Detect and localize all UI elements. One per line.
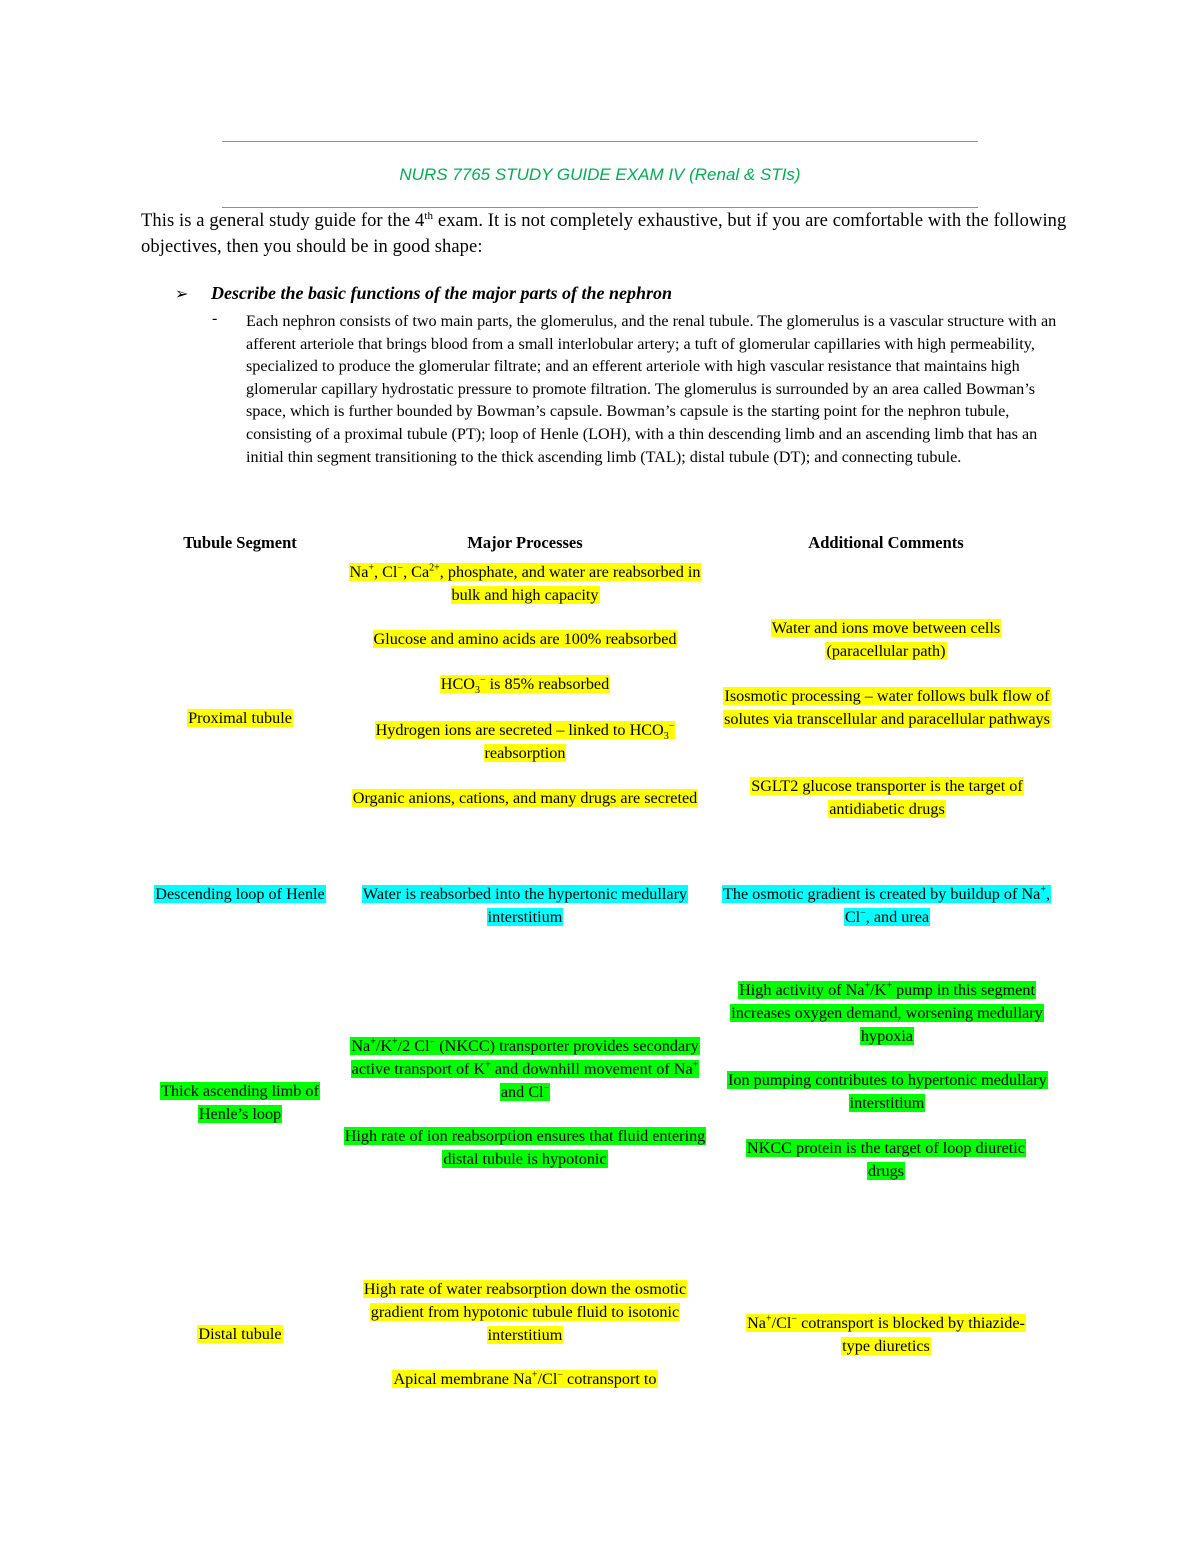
proximal-comment-isosmotic: Isosmotic processing – water follows bulk flow of solutes via transcellular and paracellular pathways bbox=[724, 687, 1050, 728]
list-dash: - bbox=[212, 310, 218, 327]
segment-proximal-tubule: Proximal tubule bbox=[188, 709, 292, 727]
column-header-processes: Major Processes bbox=[467, 533, 583, 552]
column-header-comments: Additional Comments bbox=[808, 533, 964, 552]
thick-comment-pump: High activity of Na+/K+ pump in this segment increases oxygen demand, worsening medullary hypoxia bbox=[731, 980, 1043, 1045]
proximal-process-hydrogen: Hydrogen ions are secreted – linked to $HCO_3^-$ reabsorption bbox=[375, 720, 675, 762]
thick-process-nkcc: Na+/K+/2 Cl− (NKCC) transporter provides secondary active transport of K+ and downhill movement of Na+ and Cl− bbox=[351, 1036, 699, 1101]
arrowhead-bullet-icon: ➢ bbox=[175, 284, 189, 303]
segment-distal-tubule: Distal tubule bbox=[198, 1325, 282, 1343]
proximal-process-ions: Na+, Cl−, $Ca^{2+}$, phosphate, and water are reabsorbed in bulk and high capacity bbox=[349, 562, 701, 604]
segment-descending-loop: Descending loop of Henle bbox=[155, 885, 325, 903]
descending-process-water: Water is reabsorbed into the hypertonic medullary interstitium bbox=[362, 885, 688, 926]
thick-comment-nkcc-target: NKCC protein is the target of loop diuretic drugs bbox=[747, 1139, 1025, 1180]
proximal-process-secretion: Organic anions, cations, and many drugs are secreted bbox=[352, 789, 698, 807]
proximal-process-glucose: Glucose and amino acids are 100% reabsorbed bbox=[373, 630, 677, 648]
distal-comment-thiazide: Na+/Cl− cotransport is blocked by thiazide-type diuretics bbox=[747, 1313, 1025, 1355]
segment-thick-ascending-limb: Thick ascending limb of Henle’s loop bbox=[161, 1082, 319, 1123]
distal-process-cotransport: Apical membrane Na+/Cl− cotransport to bbox=[393, 1369, 657, 1388]
intro-paragraph: This is a general study guide for the 4th exam. It is not completely exhaustive, but if you are comfortable with the following objectives, then you should be in good shape: bbox=[141, 209, 1067, 257]
document-title: NURS 7765 STUDY GUIDE EXAM IV (Renal & STIs) bbox=[399, 165, 801, 184]
thick-comment-ion-pumping: Ion pumping contributes to hypertonic medullary interstitium bbox=[728, 1071, 1047, 1112]
nephron-description: Each nephron consists of two main parts, the glomerulus, and the renal tubule. The glomerulus is a vascular structure with an afferent arteriole that brings blood from a small interlobular artery; a tuft of glomerular capillaries with high permeability, specialized to produce the glomerular filtrate; and an efferent arteriole with high vascular resistance that maintains high glomerular capillary hydrostatic pressure to promote filtration. The glomerulus is surrounded by an area called Bowman’s space, which is further bounded by Bowman’s capsule. Bowman’s capsule is the starting point for the nephron tubule, consisting of a proximal tubule (PT); loop of Henle (LOH), with a thin descending limb and an ascending limb that has an initial thin segment transitioning to the thick ascending limb (TAL); distal tubule (DT); and connecting tubule. bbox=[246, 312, 1057, 466]
proximal-comment-sglt2: SGLT2 glucose transporter is the target of antidiabetic drugs bbox=[751, 777, 1023, 818]
proximal-comment-paracellular: Water and ions move between cells (paracellular path) bbox=[771, 619, 1001, 660]
objective-heading: ➢ Describe the basic functions of the major parts of the nephron bbox=[175, 283, 673, 303]
descending-comment-gradient: The osmotic gradient is created by buildup of Na+, Cl−, and urea bbox=[722, 884, 1051, 926]
column-header-segment: Tubule Segment bbox=[183, 533, 297, 552]
proximal-process-bicarbonate: $HCO_3^-$ is 85% reabsorbed bbox=[440, 674, 610, 697]
thick-process-hypotonic: High rate of ion reabsorption ensures that fluid entering distal tubule is hypotonic bbox=[344, 1127, 706, 1168]
distal-process-water: High rate of water reabsorption down the osmotic gradient from hypotonic tubule fluid to isotonic interstitium bbox=[363, 1280, 687, 1344]
header-rule-top bbox=[222, 141, 978, 142]
